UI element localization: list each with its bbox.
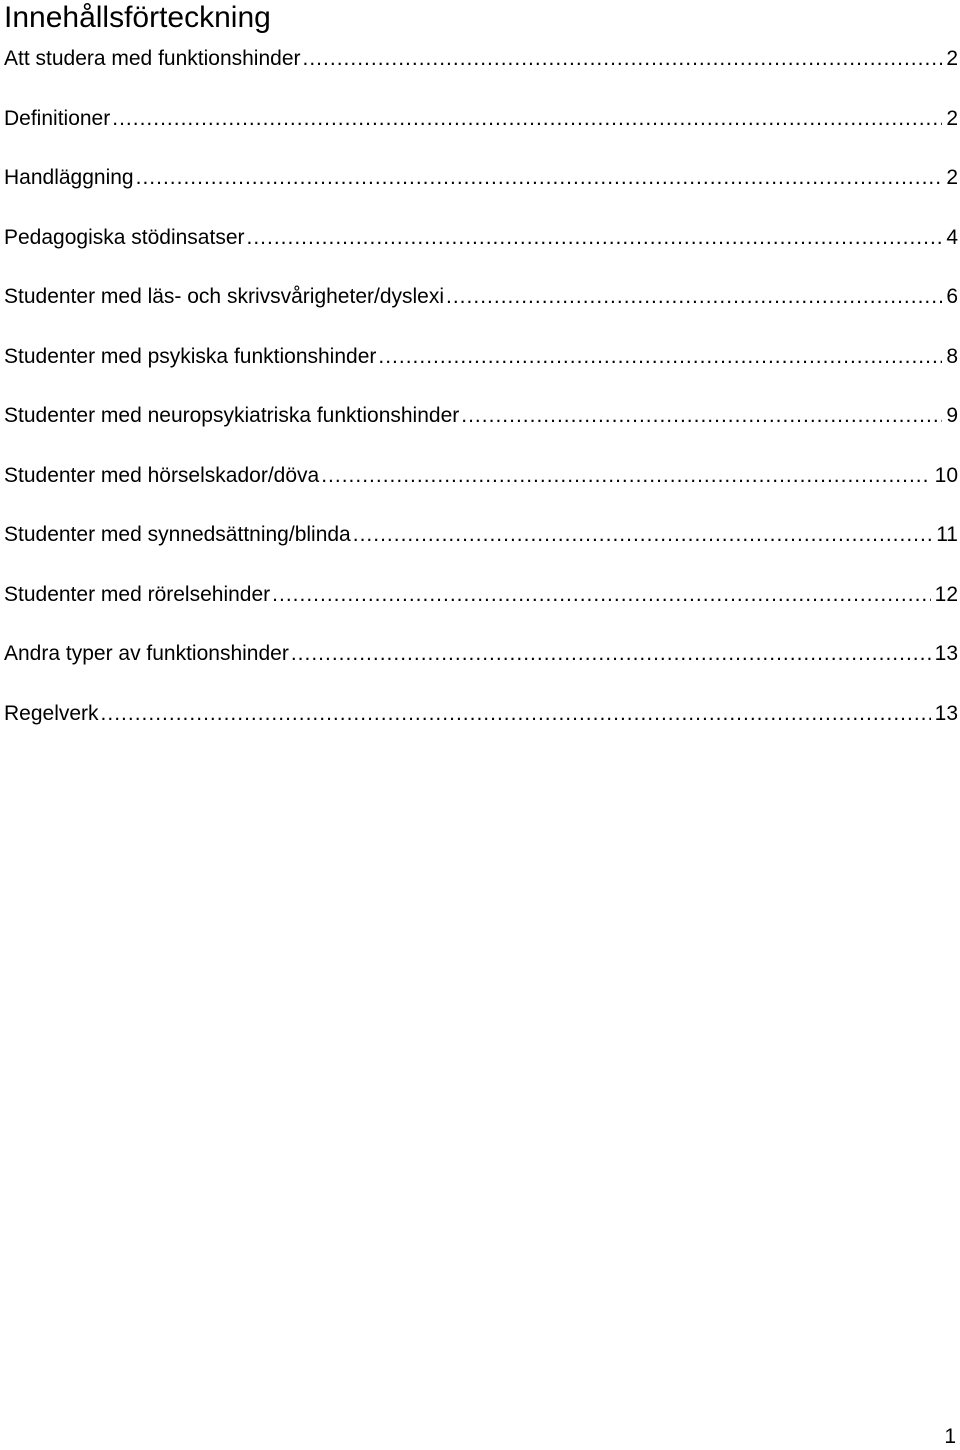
toc-entry-page: 2 xyxy=(946,106,958,130)
toc-entry-title: Studenter med neuropsykiatriska funktionshinder xyxy=(4,404,460,427)
dot-leader xyxy=(303,44,943,74)
toc-entry-page: 9 xyxy=(946,404,958,427)
toc-entry-title: Studenter med synnedsättning/blinda xyxy=(4,523,351,546)
dot-leader xyxy=(321,461,930,491)
toc-entry[interactable] xyxy=(4,401,958,461)
dot-leader xyxy=(112,104,942,134)
dot-leader xyxy=(378,342,942,372)
toc-entry[interactable] xyxy=(4,223,958,283)
dot-leader xyxy=(101,699,931,729)
toc-entry-page: 2 xyxy=(946,166,958,189)
toc-entry[interactable] xyxy=(4,44,958,104)
toc-entry[interactable] xyxy=(4,699,958,759)
toc-entry-title: Studenter med rörelsehinder xyxy=(4,582,271,606)
toc-entry-page: 6 xyxy=(946,285,958,308)
toc-entry-title: Studenter med läs- och skrivsvårigheter/dyslexi xyxy=(4,285,445,308)
table-of-contents xyxy=(4,44,958,758)
toc-entry[interactable] xyxy=(4,639,958,699)
toc-entry-page: 10 xyxy=(934,463,958,487)
page-number: 1 xyxy=(944,1425,956,1448)
dot-leader xyxy=(247,223,943,253)
toc-entry-page: 4 xyxy=(946,225,958,249)
toc-entry-title: Studenter med hörselskador/döva xyxy=(4,463,320,487)
toc-entry-title: Handläggning xyxy=(4,166,134,189)
toc-entry-page: 8 xyxy=(946,344,958,368)
toc-entry-page: 13 xyxy=(934,701,958,725)
toc-entry[interactable] xyxy=(4,520,958,580)
page-title: Innehållsförteckning xyxy=(4,1,271,34)
toc-entry[interactable] xyxy=(4,104,958,164)
toc-entry-page: 2 xyxy=(946,47,958,70)
toc-entry[interactable] xyxy=(4,342,958,402)
dot-leader xyxy=(272,580,930,610)
toc-entry[interactable] xyxy=(4,282,958,342)
toc-entry-title: Pedagogiska stödinsatser xyxy=(4,225,245,249)
toc-entry-title: Studenter med psykiska funktionshinder xyxy=(4,344,377,368)
toc-entry-title: Att studera med funktionshinder xyxy=(4,47,301,70)
dot-leader xyxy=(353,520,932,550)
toc-entry[interactable] xyxy=(4,461,958,521)
dot-leader xyxy=(446,282,942,312)
toc-entry-title: Definitioner xyxy=(4,106,111,130)
dot-leader xyxy=(461,401,942,431)
toc-entry-page: 13 xyxy=(934,642,958,665)
toc-entry[interactable] xyxy=(4,163,958,223)
dot-leader xyxy=(136,163,943,193)
toc-entry-page: 11 xyxy=(936,523,958,546)
toc-entry-page: 12 xyxy=(934,582,958,606)
toc-entry-title: Andra typer av funktionshinder xyxy=(4,642,289,665)
dot-leader xyxy=(291,639,931,669)
toc-entry[interactable] xyxy=(4,580,958,640)
toc-entry-title: Regelverk xyxy=(4,701,99,725)
